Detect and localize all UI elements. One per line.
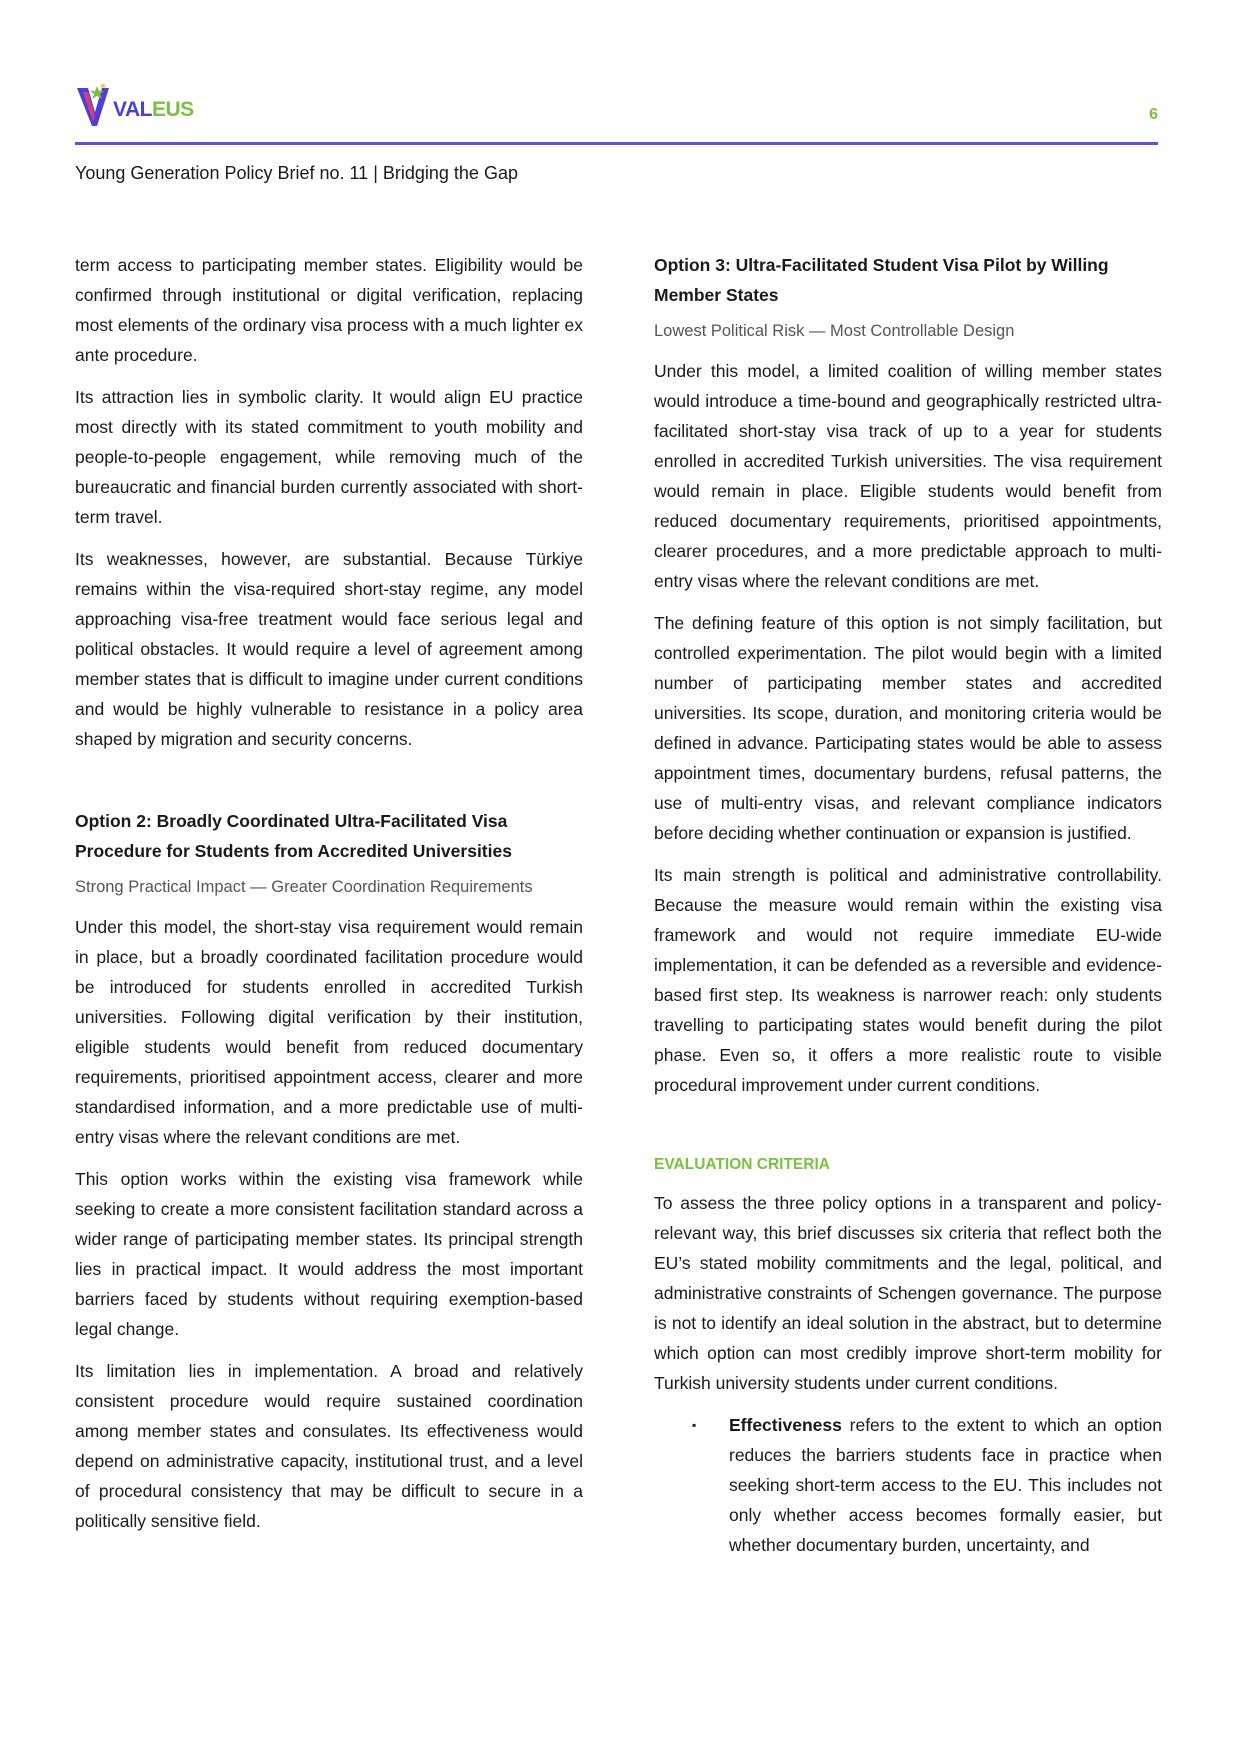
paragraph: term access to participating member states. Eligibility would be confirmed through institutional or digital verification, replacing most elements of the ordinary visa process with a much lighter ex ante procedure. <box>75 255 583 365</box>
paragraph: This option works within the existing visa framework while seeking to create a more consistent facilitation standard across a wider range of participating member states. Its principal strength lies in practical impact. It would address the most important barriers faced by students without requiring exemption-based legal change. <box>75 1169 583 1339</box>
option-3-tagline: Lowest Political Risk — Most Controllable Design <box>654 322 1015 340</box>
evaluation-criteria-heading: EVALUATION CRITERIA <box>654 1156 830 1173</box>
option-3-heading: Option 3: Ultra-Facilitated Student Visa Pilot by Willing Member States <box>654 255 1109 305</box>
paragraph: Its main strength is political and administrative controllability. Because the measure would remain within the existing visa framework and would not require immediate EU-wide implementation, it can be defended as a reversible and evidence-based first step. Its weakness is narrower reach: only students travelling to participating states would benefit during the pilot phase. Even so, it offers a more realistic route to visible procedural improvement under current conditions. <box>654 865 1162 1095</box>
left-column <box>75 250 583 1548</box>
paragraph: The defining feature of this option is not simply facilitation, but controlled experimentation. The pilot would begin with a limited number of participating member states and accredited universities. Its scope, duration, and monitoring criteria would be defined in advance. Participating states would be able to assess appointment times, documentary burdens, refusal patterns, the use of multi-entry visas, and relevant compliance indicators before deciding whether continuation or expansion is justified. <box>654 613 1162 843</box>
bullet-term: Effectiveness <box>729 1415 842 1435</box>
paragraph: Its limitation lies in implementation. A broad and relatively consistent procedure would require sustained coordination among member states and consulates. Its effectiveness would depend on administrative capacity, institutional trust, and a level of procedural consistency that may be difficult to secure in a politically sensitive field. <box>75 1361 583 1531</box>
paragraph: Its weaknesses, however, are substantial. Because Türkiye remains within the visa-required short-stay regime, any model approaching visa-free treatment would face serious legal and political obstacles. It would require a level of agreement among member states that is difficult to imagine under current conditions and would be highly vulnerable to resistance in a policy area shaped by migration and security concerns. <box>75 549 583 749</box>
paragraph: Under this model, the short-stay visa requirement would remain in place, but a broadly coordinated facilitation procedure would be introduced for students enrolled in accredited Turkish universities. Following digital verification by their institution, eligible students would benefit from reduced documentary requirements, prioritised appointment access, clearer and more standardised information, and a more predictable use of multi-entry visas where the relevant conditions are met. <box>75 917 583 1147</box>
paragraph: To assess the three policy options in a transparent and policy-relevant way, this brief discusses six criteria that reflect both the EU’s stated mobility commitments and the legal, political, and administrative constraints of Schengen governance. The purpose is not to identify an ideal solution in the abstract, but to determine which option can most credibly improve short-term mobility for Turkish university students under current conditions. <box>654 1193 1162 1393</box>
logo-text-val: VAL <box>113 98 152 121</box>
logo-text-eus: EUS <box>151 98 194 121</box>
option-2-tagline: Strong Practical Impact — Greater Coordination Requirements <box>75 878 533 896</box>
bullet-text: refers to the extent to which an option reduces the barriers students face in practice when seeking short-term access to the EU. This includes not only whether access becomes formally easier, but whether documentary burden, uncertainty, and <box>729 1415 1162 1555</box>
square-bullet-icon: ▪ <box>692 1418 697 1432</box>
logo-v-icon <box>75 82 115 130</box>
right-column <box>654 250 1162 1572</box>
bullet-item-effectiveness <box>654 1410 1162 1560</box>
option-2-heading: Option 2: Broadly Coordinated Ultra-Facilitated Visa Procedure for Students from Accredited Universities <box>75 811 512 861</box>
logo-wordmark <box>113 98 194 122</box>
valeus-logo <box>75 82 215 134</box>
header-rule <box>75 142 1158 145</box>
paragraph: Its attraction lies in symbolic clarity. It would align EU practice most directly with its stated commitment to youth mobility and people-to-people engagement, while removing much of the bureaucratic and financial burden currently associated with short-term travel. <box>75 387 583 527</box>
page-header <box>75 82 1158 148</box>
paragraph: Under this model, a limited coalition of willing member states would introduce a time-bound and geographically restricted ultra-facilitated short-stay visa track of up to a year for students enrolled in accredited Turkish universities. The visa requirement would remain in place. Eligible students would benefit from reduced documentary requirements, prioritised appointments, clearer procedures, and a more predictable approach to multi-entry visas where the relevant conditions are met. <box>654 361 1162 591</box>
page-number: 6 <box>1149 106 1158 123</box>
running-title: Young Generation Policy Brief no. 11 | Bridging the Gap <box>75 163 518 183</box>
